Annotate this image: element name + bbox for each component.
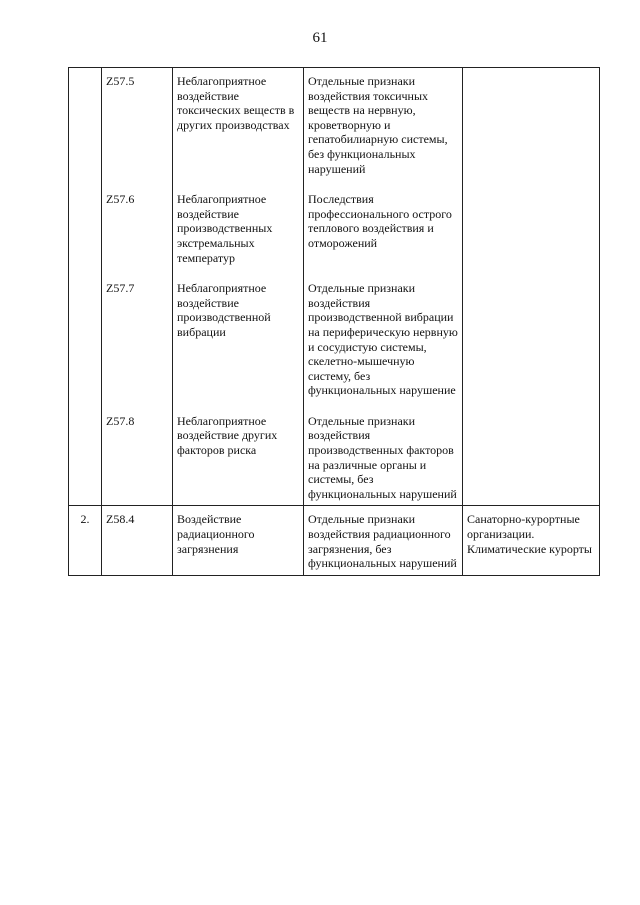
- classification-table: [68, 67, 600, 576]
- recommendation: [463, 281, 600, 414]
- signs-description: Отдельные признаки воздействия производственных факторов на различные органы и системы, без функциональных нарушений: [304, 414, 463, 506]
- signs-description: Последствия профессионального острого теплового воздействия и отморожений: [304, 192, 463, 281]
- recommendation: Санаторно-курортные организации. Климатические курорты: [463, 506, 600, 575]
- row-number: [69, 414, 102, 506]
- signs-description: Отдельные признаки воздействия производственной вибрации на периферическую нервную и сосудистую системы, скелетно-мышечную систему, без функциональных нарушение: [304, 281, 463, 414]
- factor-description: Воздействие радиационного загрязнения: [173, 506, 304, 575]
- signs-description: Отдельные признаки воздействия токсичных веществ на нервную, кроветворную и гепатобилиарную системы, без функциональных нарушений: [304, 68, 463, 193]
- diagnosis-code: Z57.6: [102, 192, 173, 281]
- page-number: 61: [312, 30, 328, 46]
- signs-description: Отдельные признаки воздействия радиационного загрязнения, без функциональных нарушений: [304, 506, 463, 575]
- factor-description: Неблагоприятное воздействие производственной вибрации: [173, 281, 304, 414]
- row-number: [69, 281, 102, 414]
- diagnosis-code: Z58.4: [102, 506, 173, 575]
- table-row: [69, 414, 600, 506]
- row-number: [69, 192, 102, 281]
- diagnosis-code: Z57.7: [102, 281, 173, 414]
- diagnosis-code: Z57.5: [102, 68, 173, 193]
- row-number: 2.: [69, 506, 102, 575]
- factor-description: Неблагоприятное воздействие производственных экстремальных температур: [173, 192, 304, 281]
- table-row: [69, 68, 600, 193]
- table-row: [69, 281, 600, 414]
- table-row: [69, 506, 600, 575]
- factor-description: Неблагоприятное воздействие токсических веществ в других производствах: [173, 68, 304, 193]
- recommendation: [463, 68, 600, 193]
- table-row: [69, 192, 600, 281]
- recommendation: [463, 414, 600, 506]
- row-number: [69, 68, 102, 193]
- diagnosis-code: Z57.8: [102, 414, 173, 506]
- factor-description: Неблагоприятное воздействие других факторов риска: [173, 414, 304, 506]
- recommendation: [463, 192, 600, 281]
